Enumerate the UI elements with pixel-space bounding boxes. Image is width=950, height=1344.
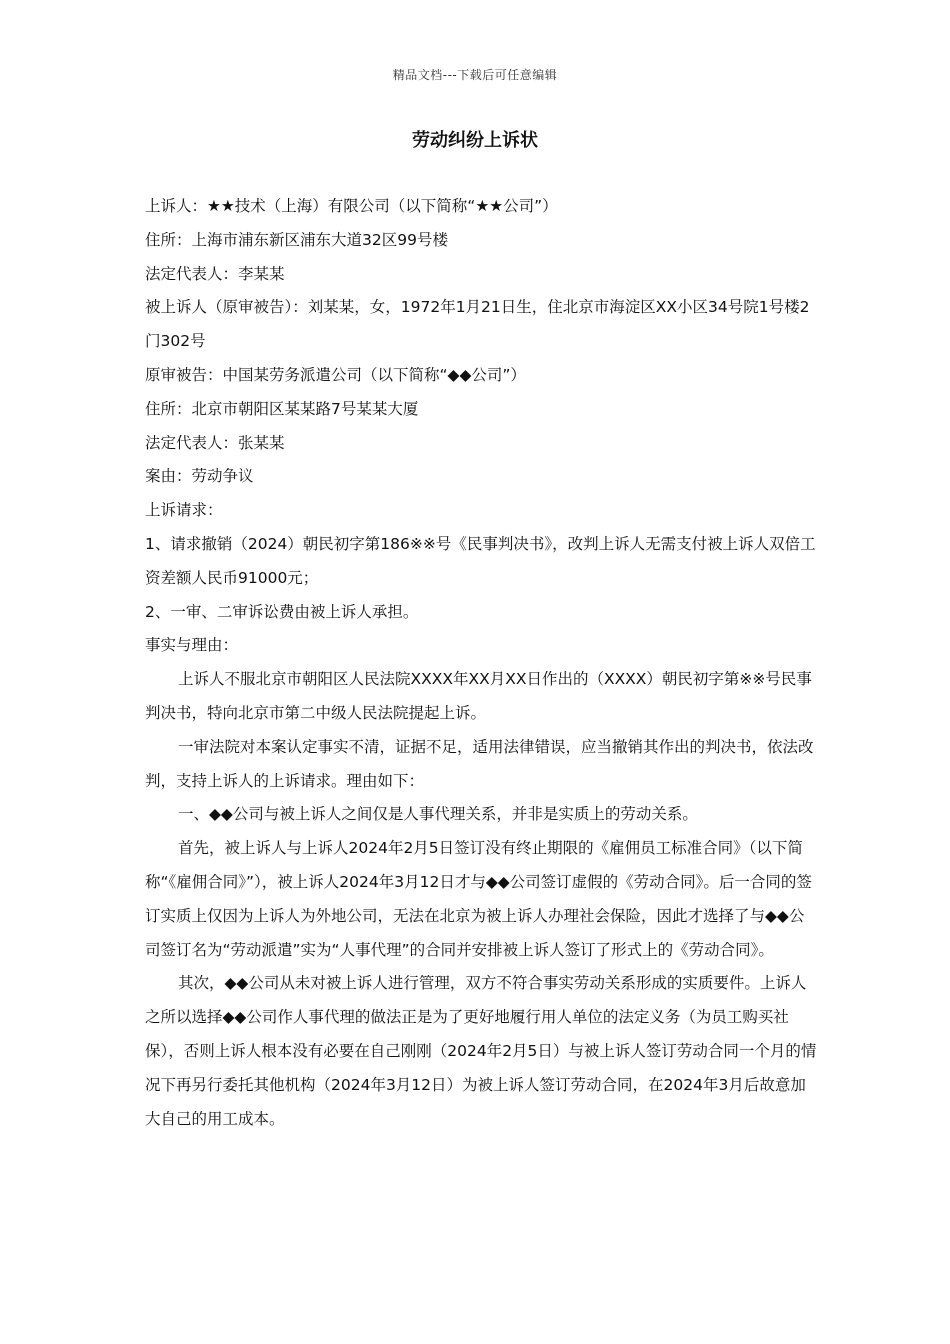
appellant-address-line: 住所：上海市浦东新区浦东大道32区99号楼 bbox=[145, 230, 448, 249]
facts-heading: 事实与理由： bbox=[145, 636, 239, 655]
document-body bbox=[145, 190, 817, 1136]
facts-paragraph-3: 一、◆◆公司与被上诉人之间仅是人事代理关系，并非是实质上的劳动关系。 bbox=[178, 805, 698, 824]
appellee-line: 被上诉人（原审被告）：刘某某，女，1972年1月21日生，住北京市海淀区XX小区34号院1号楼2门302号 bbox=[145, 298, 810, 351]
request-item-1: 1、请求撤销（2024）朝民初字第186※※号《民事判决书》，改判上诉人无需支付被上诉人双倍工资差额人民币91000元； bbox=[145, 534, 816, 587]
header-note: 精品文档---下载后可任意编辑 bbox=[392, 68, 558, 82]
appellant-representative-line: 法定代表人：李某某 bbox=[145, 264, 285, 283]
request-item-2: 2、一审、二审诉讼费由被上诉人承担。 bbox=[145, 602, 419, 621]
facts-paragraph-2: 一审法院对本案认定事实不清，证据不足，适用法律错误，应当撤销其作出的判决书，依法改判，支持上诉人的上诉请求。理由如下： bbox=[145, 737, 814, 790]
facts-paragraph-1: 上诉人不服北京市朝阳区人民法院XXXX年XX月XX日作出的（XXXX）朝民初字第※※号民事判决书，特向北京市第二中级人民法院提起上诉。 bbox=[145, 670, 812, 722]
original-defendant-line: 原审被告：中国某劳务派遣公司（以下简称“◆◆公司”） bbox=[145, 365, 526, 384]
defendant-representative-line: 法定代表人：张某某 bbox=[145, 433, 285, 452]
requests-heading: 上诉请求： bbox=[145, 501, 223, 520]
appellant-line: 上诉人：★★技术（上海）有限公司（以下简称“★★公司”） bbox=[145, 197, 558, 215]
facts-paragraph-5: 其次，◆◆公司从未对被上诉人进行管理，双方不符合事实劳动关系形成的实质要件。上诉人之所以选择◆◆公司作人事代理的做法正是为了更好地履行用人单位的法定义务（为员工购买社保），否则上诉人根本没有必要在自己刚刚（2024年2月5日）与被上诉人签订劳动合同一个月的情况下再另行委托其他机构（2024年3月12日）为被上诉人签订劳动合同，在2024年3月后故意加大自己的用工成本。 bbox=[145, 974, 817, 1128]
case-cause-line: 案由：劳动争议 bbox=[145, 467, 254, 486]
page-title: 劳动纠纷上诉状 bbox=[412, 130, 538, 151]
defendant-address-line: 住所：北京市朝阳区某某路7号某某大厦 bbox=[145, 399, 419, 418]
facts-paragraph-4: 首先，被上诉人与上诉人2024年2月5日签订没有终止期限的《雇佣员工标准合同》（以下简称“《雇佣合同》”），被上诉人2024年3月12日才与◆◆公司签订虚假的《劳动合同》。后一合同的签订实质上仅因为上诉人为外地公司，无法在北京为被上诉人办理社会保险，因此才选择了与◆◆公司签订名为“劳动派遣”实为“人事代理”的合同并安排被上诉人签订了形式上的《劳动合同》。 bbox=[145, 839, 812, 959]
